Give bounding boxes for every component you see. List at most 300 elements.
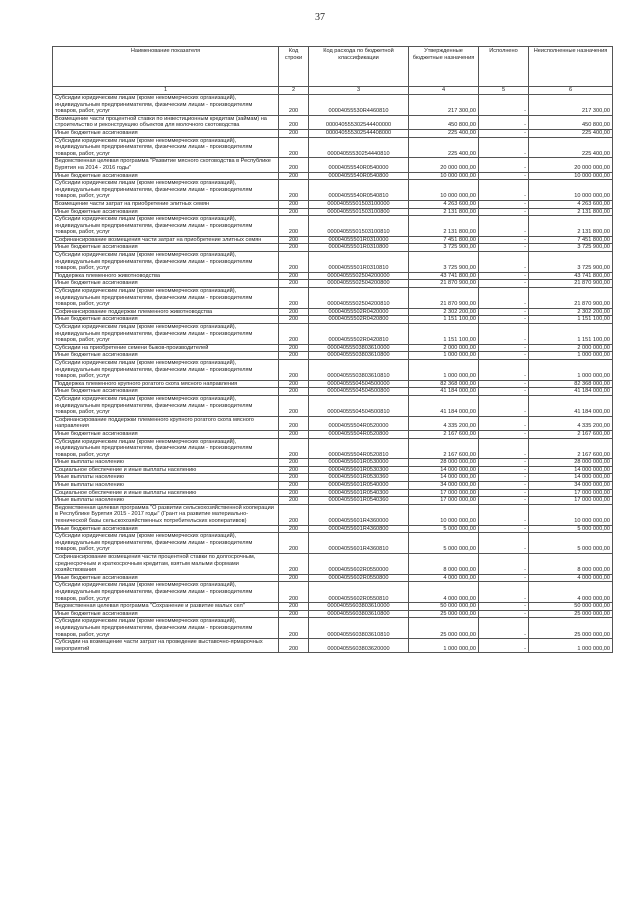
- row-executed: -: [479, 497, 529, 505]
- row-name: Иные бюджетные ассигнования: [53, 172, 279, 180]
- row-approved: 3 725 900,00: [409, 244, 479, 252]
- row-approved: 14 000 000,00: [409, 474, 479, 482]
- column-number: 4: [409, 87, 479, 95]
- row-remaining: 7 451 800,00: [529, 236, 613, 244]
- row-remaining: 3 725 900,00: [529, 244, 613, 252]
- table-row: [53, 359, 613, 380]
- row-name: Иные выплаты населению: [53, 497, 279, 505]
- row-executed: -: [479, 504, 529, 525]
- row-line-code: 200: [279, 95, 309, 116]
- row-executed: -: [479, 316, 529, 324]
- row-approved: 34 000 000,00: [409, 482, 479, 490]
- row-line-code: 200: [279, 288, 309, 309]
- row-remaining: 10 000 000,00: [529, 172, 613, 180]
- row-name: Софинансирование поддержки племенного крупного рогатого скота мясного направления: [53, 416, 279, 430]
- row-remaining: 20 000 000,00: [529, 158, 613, 172]
- page-number: 37: [315, 12, 325, 23]
- row-approved: 17 000 000,00: [409, 489, 479, 497]
- column-number: 5: [479, 87, 529, 95]
- row-name: Возмещение части процентной ставки по инвестиционным кредитам (займам) на строительство и реконструкцию объектов для молочного скотоводства: [53, 115, 279, 129]
- row-approved: 1 000 000,00: [409, 359, 479, 380]
- row-line-code: 200: [279, 416, 309, 430]
- row-line-code: 200: [279, 236, 309, 244]
- row-executed: -: [479, 252, 529, 273]
- row-line-code: 200: [279, 388, 309, 396]
- row-remaining: 41 184 000,00: [529, 395, 613, 416]
- row-budget-code: 00004055503803610000: [309, 344, 409, 352]
- table-row: [53, 172, 613, 180]
- row-budget-code: 00004055501503100000: [309, 200, 409, 208]
- row-budget-code: 00004055601R4360000: [309, 504, 409, 525]
- row-remaining: 450 800,00: [529, 115, 613, 129]
- row-line-code: 200: [279, 200, 309, 208]
- row-executed: -: [479, 208, 529, 216]
- row-executed: -: [479, 115, 529, 129]
- column-number: 1: [53, 87, 279, 95]
- table-row: [53, 137, 613, 158]
- row-executed: -: [479, 395, 529, 416]
- row-approved: 41 184 000,00: [409, 395, 479, 416]
- row-name: Субсидии юридическим лицам (кроме некоммерческих организаций), индивидуальным предпринимателям, физическим лицам - производителям товаров, работ, услуг: [53, 395, 279, 416]
- table-row: [53, 497, 613, 505]
- table-row: [53, 158, 613, 172]
- row-approved: 2 131 800,00: [409, 216, 479, 237]
- row-approved: 3 725 900,00: [409, 252, 479, 273]
- table-row: [53, 200, 613, 208]
- table-row: [53, 324, 613, 345]
- row-budget-code: 00004055501503100810: [309, 216, 409, 237]
- row-approved: 10 000 000,00: [409, 180, 479, 201]
- table-row: [53, 610, 613, 618]
- row-name: Поддержка племенного животноводства: [53, 272, 279, 280]
- row-remaining: 2 302 200,00: [529, 308, 613, 316]
- row-approved: 1 151 100,00: [409, 324, 479, 345]
- table-row: [53, 272, 613, 280]
- row-approved: 450 800,00: [409, 115, 479, 129]
- row-name: Субсидии на возмещение части затрат на проведение выставочно-ярмарочных мероприятий: [53, 639, 279, 653]
- row-budget-code: 00004055502R0420800: [309, 316, 409, 324]
- table-row: [53, 252, 613, 273]
- row-approved: 21 870 900,00: [409, 280, 479, 288]
- row-executed: -: [479, 308, 529, 316]
- row-budget-code: 00004055504R0520000: [309, 416, 409, 430]
- row-name: Субсидии юридическим лицам (кроме некоммерческих организаций), индивидуальным предпринимателям, физическим лицам - производителям товаров, работ, услуг: [53, 288, 279, 309]
- row-budget-code: 00004055603803610810: [309, 618, 409, 639]
- row-name: Иные бюджетные ассигнования: [53, 574, 279, 582]
- row-line-code: 200: [279, 430, 309, 438]
- row-approved: 41 184 000,00: [409, 388, 479, 396]
- row-remaining: 1 151 100,00: [529, 324, 613, 345]
- row-name: Ведомственная целевая программа "Развитие мясного скотоводства в Республике Бурятия на 2014 - 2016 годы": [53, 158, 279, 172]
- table-row: [53, 466, 613, 474]
- row-budget-code: 00004055601R0530360: [309, 474, 409, 482]
- row-line-code: 200: [279, 618, 309, 639]
- row-approved: 21 870 900,00: [409, 288, 479, 309]
- row-name: Иные бюджетные ассигнования: [53, 352, 279, 360]
- row-budget-code: 00004055601R0540360: [309, 497, 409, 505]
- table-row: [53, 115, 613, 129]
- row-budget-code: 00004055504504500810: [309, 395, 409, 416]
- row-executed: -: [479, 280, 529, 288]
- column-number: 3: [309, 87, 409, 95]
- row-line-code: 200: [279, 474, 309, 482]
- row-name: Субсидии юридическим лицам (кроме некоммерческих организаций), индивидуальным предпринимателям, физическим лицам - производителям товаров, работ, услуг: [53, 533, 279, 554]
- row-executed: -: [479, 244, 529, 252]
- table-row: [53, 129, 613, 137]
- table-row: [53, 288, 613, 309]
- row-executed: -: [479, 272, 529, 280]
- row-line-code: 200: [279, 395, 309, 416]
- row-budget-code: 00004055601R0540300: [309, 489, 409, 497]
- row-remaining: 1 000 000,00: [529, 352, 613, 360]
- row-approved: 10 000 000,00: [409, 504, 479, 525]
- row-approved: 50 000 000,00: [409, 603, 479, 611]
- row-approved: 5 000 000,00: [409, 525, 479, 533]
- row-executed: -: [479, 489, 529, 497]
- row-budget-code: 00004055603803620000: [309, 639, 409, 653]
- row-approved: 1 000 000,00: [409, 639, 479, 653]
- row-budget-code: 00004055502504200800: [309, 280, 409, 288]
- row-remaining: 43 741 800,00: [529, 272, 613, 280]
- row-approved: 17 000 000,00: [409, 497, 479, 505]
- row-budget-code: 00004055501R0310000: [309, 236, 409, 244]
- row-remaining: 25 000 000,00: [529, 610, 613, 618]
- row-name: Иные бюджетные ассигнования: [53, 430, 279, 438]
- row-line-code: 200: [279, 115, 309, 129]
- table-body: [53, 95, 613, 653]
- column-number: 2: [279, 87, 309, 95]
- table-row: [53, 438, 613, 459]
- row-approved: 2 131 800,00: [409, 208, 479, 216]
- row-approved: 217 300,00: [409, 95, 479, 116]
- row-executed: -: [479, 288, 529, 309]
- table-row: [53, 280, 613, 288]
- table-header: [53, 47, 613, 95]
- row-budget-code: 00004055502504200000: [309, 272, 409, 280]
- table-row: [53, 244, 613, 252]
- row-remaining: 3 725 900,00: [529, 252, 613, 273]
- row-line-code: 200: [279, 180, 309, 201]
- table-row: [53, 603, 613, 611]
- row-remaining: 1 000 000,00: [529, 359, 613, 380]
- header-executed: Исполнено: [479, 47, 529, 87]
- row-budget-code: 00004055540R0540810: [309, 180, 409, 201]
- row-line-code: 200: [279, 482, 309, 490]
- row-remaining: 2 167 600,00: [529, 430, 613, 438]
- row-budget-code: 00004055602R0550000: [309, 554, 409, 575]
- row-remaining: 1 151 100,00: [529, 316, 613, 324]
- row-budget-code: 00004055601R0530000: [309, 459, 409, 467]
- row-line-code: 200: [279, 533, 309, 554]
- row-name: Возмещение части затрат на приобретение элитных семян: [53, 200, 279, 208]
- row-name: Иные бюджетные ассигнования: [53, 610, 279, 618]
- table-row: [53, 352, 613, 360]
- row-name: Субсидии на приобретение семени быков-производителей: [53, 344, 279, 352]
- row-approved: 225 400,00: [409, 137, 479, 158]
- row-line-code: 200: [279, 582, 309, 603]
- row-line-code: 200: [279, 438, 309, 459]
- row-budget-code: 00004055540R0540000: [309, 158, 409, 172]
- row-name: Субсидии юридическим лицам (кроме некоммерческих организаций), индивидуальным предпринимателям, физическим лицам - производителям товаров, работ, услуг: [53, 180, 279, 201]
- row-approved: 4 000 000,00: [409, 582, 479, 603]
- row-name: Софинансирование возмещения части затрат на приобретение элитных семян: [53, 236, 279, 244]
- row-line-code: 200: [279, 489, 309, 497]
- table-row: [53, 525, 613, 533]
- row-budget-code: 00004055503803610810: [309, 359, 409, 380]
- row-executed: -: [479, 380, 529, 388]
- row-name: Ведомственная целевая программа "О развитии сельскохозяйственной кооперации в Республике Бурятия 2015 - 2017 годы" (Грант на развитие материально-технической базы сельскохозяйственных потребительских кооперативов): [53, 504, 279, 525]
- row-name: Софинансирование поддержки племенного животноводства: [53, 308, 279, 316]
- row-approved: 43 741 800,00: [409, 272, 479, 280]
- row-remaining: 4 000 000,00: [529, 574, 613, 582]
- row-budget-code: 00004055603803610000: [309, 603, 409, 611]
- row-name: Иные бюджетные ассигнования: [53, 129, 279, 137]
- table-row: [53, 208, 613, 216]
- row-name: Субсидии юридическим лицам (кроме некоммерческих организаций), индивидуальным предпринимателям, физическим лицам - производителям товаров, работ, услуг: [53, 95, 279, 116]
- row-remaining: 1 000 000,00: [529, 639, 613, 653]
- row-budget-code: 00004055501R0310800: [309, 244, 409, 252]
- row-executed: -: [479, 416, 529, 430]
- table-row: [53, 474, 613, 482]
- row-line-code: 200: [279, 137, 309, 158]
- row-approved: 4 263 600,00: [409, 200, 479, 208]
- row-budget-code: 00004055601R0540000: [309, 482, 409, 490]
- row-budget-code: 00004055601R4360800: [309, 525, 409, 533]
- row-name: Иные бюджетные ассигнования: [53, 388, 279, 396]
- row-line-code: 200: [279, 497, 309, 505]
- row-executed: -: [479, 359, 529, 380]
- row-budget-code: 00004055502R0420810: [309, 324, 409, 345]
- row-approved: 2 000 000,00: [409, 344, 479, 352]
- row-budget-code: 00004055602R0550810: [309, 582, 409, 603]
- table-row: [53, 344, 613, 352]
- row-budget-code: 00004055530254440810: [309, 137, 409, 158]
- row-name: Субсидии юридическим лицам (кроме некоммерческих организаций), индивидуальным предпринимателям, физическим лицам - производителям товаров, работ, услуг: [53, 137, 279, 158]
- row-name: Иные бюджетные ассигнования: [53, 525, 279, 533]
- row-line-code: 200: [279, 344, 309, 352]
- row-name: Субсидии юридическим лицам (кроме некоммерческих организаций), индивидуальным предпринимателям, физическим лицам - производителям товаров, работ, услуг: [53, 618, 279, 639]
- table-row: [53, 380, 613, 388]
- row-remaining: 10 000 000,00: [529, 504, 613, 525]
- row-executed: -: [479, 200, 529, 208]
- row-line-code: 200: [279, 216, 309, 237]
- row-approved: 4 000 000,00: [409, 574, 479, 582]
- row-line-code: 200: [279, 466, 309, 474]
- row-budget-code: 00004055502504200810: [309, 288, 409, 309]
- row-line-code: 200: [279, 574, 309, 582]
- row-approved: 225 400,00: [409, 129, 479, 137]
- row-executed: -: [479, 236, 529, 244]
- row-name: Ведомственная целевая программа "Сохранение и развитие малых сел": [53, 603, 279, 611]
- row-approved: 5 000 000,00: [409, 533, 479, 554]
- row-name: Иные бюджетные ассигнования: [53, 244, 279, 252]
- table-row: [53, 316, 613, 324]
- row-remaining: 2 131 800,00: [529, 216, 613, 237]
- table-row: [53, 388, 613, 396]
- row-remaining: 28 000 000,00: [529, 459, 613, 467]
- row-remaining: 8 000 000,00: [529, 554, 613, 575]
- row-name: Социальное обеспечение и иные выплаты населению: [53, 489, 279, 497]
- row-executed: -: [479, 482, 529, 490]
- row-line-code: 200: [279, 308, 309, 316]
- row-remaining: 10 000 000,00: [529, 180, 613, 201]
- row-remaining: 217 300,00: [529, 95, 613, 116]
- table-row: [53, 416, 613, 430]
- row-budget-code: 00004055504504500800: [309, 388, 409, 396]
- row-remaining: 82 368 000,00: [529, 380, 613, 388]
- table-row: [53, 216, 613, 237]
- header-line-code: Код строки: [279, 47, 309, 87]
- table-row: [53, 236, 613, 244]
- row-line-code: 200: [279, 504, 309, 525]
- row-name: Иные бюджетные ассигнования: [53, 316, 279, 324]
- row-name: Субсидии юридическим лицам (кроме некоммерческих организаций), индивидуальным предпринимателям, физическим лицам - производителям товаров, работ, услуг: [53, 359, 279, 380]
- row-budget-code: 00004055501503100800: [309, 208, 409, 216]
- row-remaining: 2 167 600,00: [529, 438, 613, 459]
- row-executed: -: [479, 172, 529, 180]
- row-approved: 4 335 200,00: [409, 416, 479, 430]
- row-approved: 14 000 000,00: [409, 466, 479, 474]
- row-budget-code: 00004055602R0550800: [309, 574, 409, 582]
- row-executed: -: [479, 610, 529, 618]
- table-row: [53, 533, 613, 554]
- row-line-code: 200: [279, 172, 309, 180]
- row-executed: -: [479, 137, 529, 158]
- table-row: [53, 482, 613, 490]
- row-budget-code: 00004055503803610800: [309, 352, 409, 360]
- column-number: 6: [529, 87, 613, 95]
- row-remaining: 2 000 000,00: [529, 344, 613, 352]
- row-remaining: 225 400,00: [529, 137, 613, 158]
- row-budget-code: 00004055501R0310810: [309, 252, 409, 273]
- row-budget-code: 00004055603803610800: [309, 610, 409, 618]
- table-row: [53, 95, 613, 116]
- row-line-code: 200: [279, 280, 309, 288]
- row-line-code: 200: [279, 603, 309, 611]
- row-line-code: 200: [279, 459, 309, 467]
- row-remaining: 17 000 000,00: [529, 497, 613, 505]
- table-row: [53, 308, 613, 316]
- row-remaining: 4 263 600,00: [529, 200, 613, 208]
- row-approved: 1 000 000,00: [409, 352, 479, 360]
- row-remaining: 25 000 000,00: [529, 618, 613, 639]
- header-name: Наименование показателя: [53, 47, 279, 87]
- row-remaining: 4 000 000,00: [529, 582, 613, 603]
- row-approved: 8 000 000,00: [409, 554, 479, 575]
- header-remaining: Неисполненные назначения: [529, 47, 613, 87]
- row-name: Поддержка племенного крупного рогатого скота мясного направления: [53, 380, 279, 388]
- row-approved: 10 000 000,00: [409, 172, 479, 180]
- row-line-code: 200: [279, 158, 309, 172]
- row-executed: -: [479, 129, 529, 137]
- row-remaining: 225 400,00: [529, 129, 613, 137]
- row-remaining: 21 870 900,00: [529, 280, 613, 288]
- row-line-code: 200: [279, 359, 309, 380]
- row-executed: -: [479, 324, 529, 345]
- row-name: Иные бюджетные ассигнования: [53, 280, 279, 288]
- table-row: [53, 574, 613, 582]
- row-line-code: 200: [279, 352, 309, 360]
- row-name: Софинансирование возмещения части процентной ставки по долгосрочным, среднесрочным и краткосрочным кредитам, взятым малыми формами хозяйствования: [53, 554, 279, 575]
- row-budget-code: 00004055504504500000: [309, 380, 409, 388]
- row-executed: -: [479, 574, 529, 582]
- row-remaining: 2 131 800,00: [529, 208, 613, 216]
- row-remaining: 14 000 000,00: [529, 474, 613, 482]
- table-row: [53, 459, 613, 467]
- row-remaining: 4 335 200,00: [529, 416, 613, 430]
- row-line-code: 200: [279, 272, 309, 280]
- row-executed: -: [479, 344, 529, 352]
- row-executed: -: [479, 180, 529, 201]
- row-remaining: 5 000 000,00: [529, 533, 613, 554]
- row-line-code: 200: [279, 610, 309, 618]
- table-row: [53, 489, 613, 497]
- row-name: Субсидии юридическим лицам (кроме некоммерческих организаций), индивидуальным предпринимателям, физическим лицам - производителям товаров, работ, услуг: [53, 438, 279, 459]
- row-name: Субсидии юридическим лицам (кроме некоммерческих организаций), индивидуальным предпринимателям, физическим лицам - производителям товаров, работ, услуг: [53, 324, 279, 345]
- row-executed: -: [479, 95, 529, 116]
- row-budget-code: 00004055502R0420000: [309, 308, 409, 316]
- row-name: Иные выплаты населению: [53, 474, 279, 482]
- row-line-code: 200: [279, 316, 309, 324]
- row-budget-code: 00004055504R0520800: [309, 430, 409, 438]
- row-approved: 25 000 000,00: [409, 618, 479, 639]
- row-approved: 82 368 000,00: [409, 380, 479, 388]
- row-executed: -: [479, 466, 529, 474]
- row-approved: 2 302 200,00: [409, 308, 479, 316]
- row-name: Иные выплаты населению: [53, 482, 279, 490]
- row-approved: 25 000 000,00: [409, 610, 479, 618]
- row-approved: 28 000 000,00: [409, 459, 479, 467]
- row-approved: 1 151 100,00: [409, 316, 479, 324]
- row-approved: 2 167 600,00: [409, 438, 479, 459]
- table-row: [53, 504, 613, 525]
- row-remaining: 17 000 000,00: [529, 489, 613, 497]
- row-line-code: 200: [279, 244, 309, 252]
- row-executed: -: [479, 459, 529, 467]
- row-approved: 2 167 600,00: [409, 430, 479, 438]
- table-row: [53, 180, 613, 201]
- table-row: [53, 618, 613, 639]
- row-executed: -: [479, 554, 529, 575]
- row-remaining: 5 000 000,00: [529, 525, 613, 533]
- row-remaining: 50 000 000,00: [529, 603, 613, 611]
- row-name: Субсидии юридическим лицам (кроме некоммерческих организаций), индивидуальным предпринимателям, физическим лицам - производителям товаров, работ, услуг: [53, 216, 279, 237]
- row-executed: -: [479, 525, 529, 533]
- column-numbers-row: [53, 87, 613, 95]
- row-remaining: 21 870 900,00: [529, 288, 613, 309]
- row-executed: -: [479, 582, 529, 603]
- row-approved: 20 000 000,00: [409, 158, 479, 172]
- row-budget-code: 000040555302544400000: [309, 115, 409, 129]
- row-name: Иные бюджетные ассигнования: [53, 208, 279, 216]
- row-line-code: 200: [279, 639, 309, 653]
- row-line-code: 200: [279, 129, 309, 137]
- row-budget-code: 00004055601R4360810: [309, 533, 409, 554]
- header-approved: Утвержденные бюджетные назначения: [409, 47, 479, 87]
- row-line-code: 200: [279, 525, 309, 533]
- row-executed: -: [479, 438, 529, 459]
- table-row: [53, 639, 613, 653]
- table-row: [53, 582, 613, 603]
- row-remaining: 14 000 000,00: [529, 466, 613, 474]
- row-remaining: 34 000 000,00: [529, 482, 613, 490]
- row-executed: -: [479, 430, 529, 438]
- row-name: Субсидии юридическим лицам (кроме некоммерческих организаций), индивидуальным предпринимателям, физическим лицам - производителям товаров, работ, услуг: [53, 252, 279, 273]
- row-executed: -: [479, 158, 529, 172]
- row-line-code: 200: [279, 252, 309, 273]
- row-line-code: 200: [279, 380, 309, 388]
- row-executed: -: [479, 388, 529, 396]
